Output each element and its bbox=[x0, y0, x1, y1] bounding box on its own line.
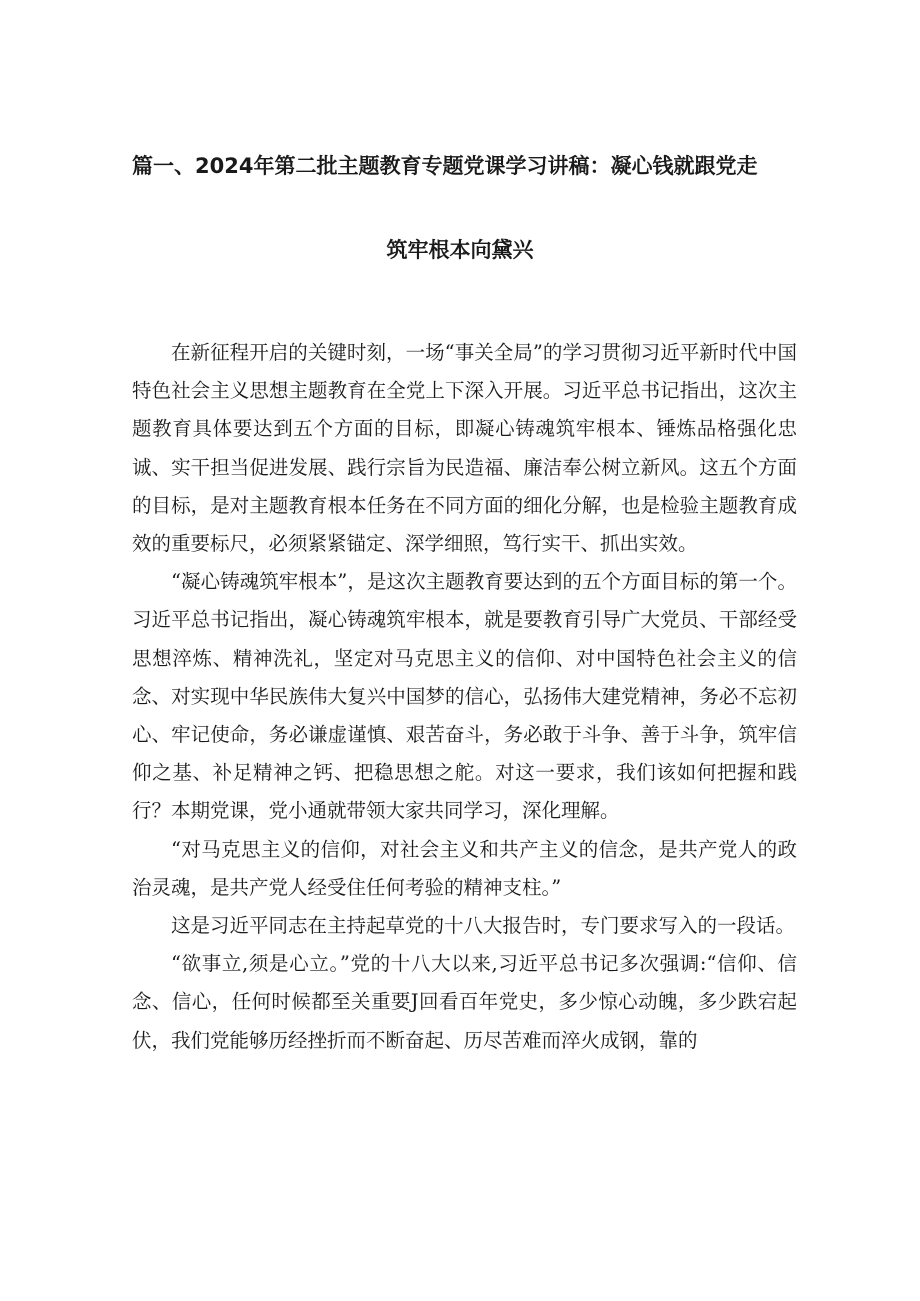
body-paragraph-4: 这是习近平同志在主持起草党的十八大报告时，专门要求写入的一段话。 bbox=[171, 914, 796, 938]
body-paragraph-3: “对马克思主义的信仰，对社会主义和共产主义的信念，是共产党人的政治灵魂，是共产党人经受住任何考验的精神支柱。” bbox=[132, 837, 797, 899]
document-title-line-2: 筑牢根本向黛兴 bbox=[386, 238, 534, 262]
document-title-line-1: 篇一、2024年第二批主题教育专题党课学习讲稿：凝心钱就跟党走 bbox=[132, 154, 758, 178]
body-paragraph-5: “欲事立,须是心立。”党的十八大以来,习近平总书记多次强调:“信仰、信念、信心，任何时候都至关重要J回看百年党史，多少惊心动魄，多少跌宕起伏，我们党能够历经挫折而不断奋起、历尽苦难而淬火成钢，靠的 bbox=[132, 952, 797, 1052]
document-body bbox=[132, 334, 797, 1060]
body-paragraph-2: “凝心铸魂筑牢根本”，是这次主题教育要达到的五个方面目标的第一个。习近平总书记指出，凝心铸魂筑牢根本，就是要教育引导广大党员、干部经受思想淬炼、精神洗礼，坚定对马克思主义的信仰、对中国特色社会主义的信念、对实现中华民族伟大复兴中国梦的信心，弘扬伟大建党精神，务必不忘初心、牢记使命，务必谦虚谨慎、艰苦奋斗，务必敢于斗争、善于斗争，筑牢信仰之基、补足精神之钙、把稳思想之舵。对这一要求，我们该如何把握和践行？本期党课，党小通就带领大家共同学习，深化理解。 bbox=[132, 570, 797, 823]
body-paragraph-1: 在新征程开启的关键时刻，一场“事关全局”的学习贯彻习近平新时代中国特色社会主义思想主题教育在全党上下深入开展。习近平总书记指出，这次主题教育具体要达到五个方面的目标，即凝心铸魂筑牢根本、锤炼品格强化忠诚、实干担当促进发展、践行宗旨为民造福、廉洁奉公树立新风。这五个方面的目标，是对主题教育根本任务在不同方面的细化分解，也是检验主题教育成效的重要标尺，必须紧紧锚定、深学细照，笃行实干、抓出实效。 bbox=[132, 341, 797, 556]
